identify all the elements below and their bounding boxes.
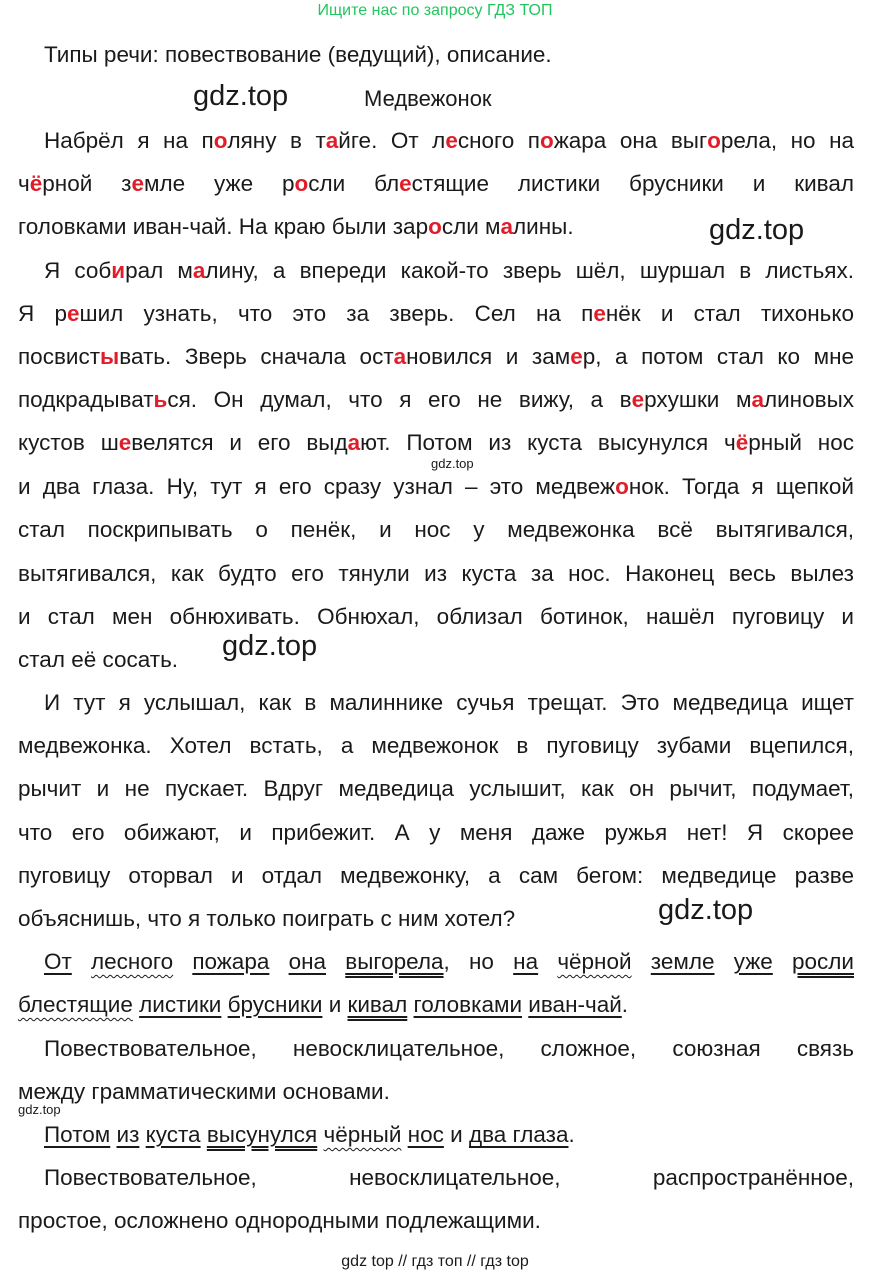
text-line: головками иван-чай. На краю были заросли малины. [18,214,574,239]
text-line: и два глаза. Ну, тут я его сразу узнал – это медвежонок. Тогда я щепкой [18,474,854,499]
text-line: подкрадываться. Он думал, что я его не вижу, а верхушки малиновых [18,387,854,412]
text-line: медвежонка. Хотел встать, а медвежонок в пуговицу зубами вцепился, [18,733,854,758]
top-banner[interactable]: Ищите нас по запросу ГДЗ ТОП [317,2,553,19]
watermark: gdz.top [658,894,754,926]
text-line: пуговицу оторвал и отдал медвежонку, а сам бегом: медведице разве [18,863,854,888]
watermark: gdz.top [222,630,318,662]
text-line: вытягивался, как будто его тянули из куста за нос. Наконец весь вылез [18,561,854,586]
footer-watermark: gdz top // гдз топ // гдз top [341,1253,529,1270]
text-line: стал её сосать. [18,647,179,672]
watermark: gdz.top [709,214,805,246]
analysis-sentence: От лесного пожара она выгорела, но на чёрной земле уже росли [44,949,854,974]
text-line: что его обижают, и прибежит. А у меня даже ружья нет! Я скорее [18,820,854,845]
text-line: объяснишь, что я только поиграть с ним хотел? [18,906,516,931]
text-line: Повествовательное, невосклицательное, сложное, союзная связь [44,1036,854,1061]
text-line: Повествовательное, невосклицательное, распространённое, [44,1165,854,1190]
watermark: gdz.top [431,456,474,471]
text-line: простое, осложнено однородными подлежащими. [18,1208,541,1233]
text-line: Я решил узнать, что это за зверь. Сел на пенёк и стал тихонько [18,301,854,326]
text-line: Набрёл я на поляну в тайге. От лесного пожара она выгорела, но на [44,128,855,153]
analysis-sentence: Потом из куста высунулся чёрный нос и два глаза. [44,1122,575,1147]
text-line: посвистывать. Зверь сначала остановился и замер, а потом стал ко мне [18,344,855,369]
text-line: между грамматическими основами. [18,1079,390,1104]
text-line: рычит и не пускает. Вдруг медведица услышит, как он рычит, подумает, [18,776,854,801]
text-line: чёрной земле уже росли блестящие листики брусники и кивал [18,171,854,196]
text-title: Медвежонок [364,86,492,111]
text-line: Я собирал малину, а впереди какой-то зверь шёл, шуршал в листьях. [44,258,854,283]
analysis-sentence: блестящие листики брусники и кивал головками иван-чай. [18,992,629,1017]
text-line: И тут я услышал, как в малиннике сучья трещат. Это медведица ищет [44,690,854,715]
watermark: gdz.top [18,1102,61,1117]
speech-types: Типы речи: повествование (ведущий), описание. [44,42,552,67]
text-line: и стал мен обнюхивать. Обнюхал, облизал ботинок, нашёл пуговицу и [18,604,854,629]
text-line: стал поскрипывать о пенёк, и нос у медвежонка всё вытягивался, [18,517,854,542]
text-line: кустов шевелятся и его выдают. Потом из куста высунулся чёрный нос [18,430,854,455]
watermark: gdz.top [193,80,289,112]
